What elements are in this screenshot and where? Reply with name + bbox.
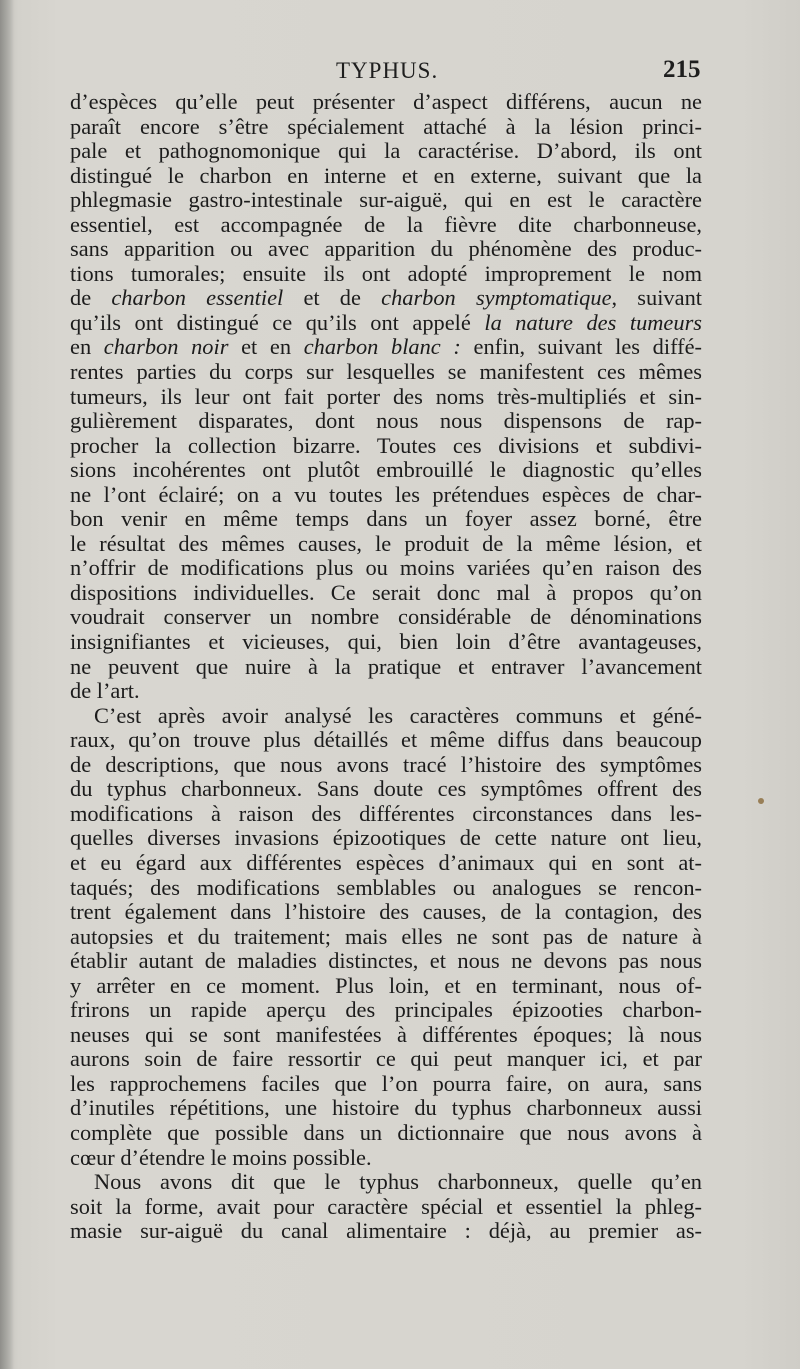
text-line [70, 335, 702, 360]
text-segment: procher la collection bizarre. Toutes ces divisions et subdivi- [70, 432, 702, 458]
text-line [70, 605, 702, 630]
text-segment: n’offrir de modifications plus ou moins variées qu’en raison des [70, 555, 702, 581]
text-line [70, 115, 702, 140]
text-segment: et eu égard aux différentes espèces d’animaux qui en sont at- [70, 849, 702, 875]
text-segment: modifications à raison des différentes circonstances dans les- [70, 800, 702, 826]
text-line [70, 409, 702, 434]
text-segment: Nous avons dit que le typhus charbonneux, quelle qu’en [94, 1169, 702, 1195]
text-line [70, 1096, 702, 1121]
page-number: 215 [663, 56, 701, 83]
text-segment: rentes parties du corps sur lesquelles se manifestent ces mêmes [70, 359, 702, 385]
text-line [70, 974, 702, 999]
text-line [70, 1121, 702, 1146]
text-line [70, 237, 702, 262]
text-line [70, 777, 702, 802]
text-segment: quelles diverses invasions épizootiques de cette nature ont lieu, [70, 825, 702, 851]
text-line [70, 1023, 702, 1048]
text-line [70, 998, 702, 1023]
text-segment: en [70, 334, 104, 360]
text-line [70, 925, 702, 950]
text-line [70, 655, 702, 680]
text-line [70, 458, 702, 483]
text-segment: d’inutiles répétitions, une histoire du typhus charbonneux aussi [70, 1095, 702, 1121]
text-segment: y arrêter en ce moment. Plus loin, et en terminant, nous of- [70, 972, 702, 998]
ink-speck [758, 798, 764, 804]
text-line [70, 949, 702, 974]
text-line [70, 532, 702, 557]
text-segment: les rapprochemens faciles que l’on pourra faire, on aura, sans [70, 1070, 702, 1096]
text-segment: cœur d’étendre le moins possible. [70, 1144, 372, 1170]
text-line [70, 213, 702, 238]
text-segment: distingué le charbon en interne et en externe, suivant que la [70, 162, 702, 188]
text-segment: essentiel, est accompagnée de la fièvre dite charbonneuse, [70, 211, 702, 237]
text-line [70, 556, 702, 581]
text-segment: paraît encore s’être spécialement attaché à la lésion princi- [70, 113, 702, 139]
text-segment: sans apparition ou avec apparition du phénomène des produc- [70, 236, 702, 262]
text-segment: et en [228, 334, 304, 360]
text-segment: le résultat des mêmes causes, le produit de la même lésion, et [70, 530, 702, 556]
text-line [70, 851, 702, 876]
text-line [70, 1195, 702, 1220]
text-line [70, 262, 702, 287]
text-line [70, 581, 702, 606]
italic-term: la nature des tumeurs [484, 309, 702, 335]
text-segment: de [70, 285, 112, 311]
text-line [70, 900, 702, 925]
text-segment: frirons un rapide aperçu des principales épizooties charbon- [70, 997, 702, 1023]
text-line [70, 630, 702, 655]
text-line [70, 704, 702, 729]
italic-term: charbon essentiel [111, 285, 284, 311]
text-line [70, 188, 702, 213]
text-line [70, 483, 702, 508]
italic-term: charbon blanc : [303, 334, 461, 360]
text-segment: phlegmasie gastro-intestinale sur-aiguë, qui en est le caractère [70, 187, 702, 213]
text-segment: trent également dans l’histoire des causes, de la contagion, des [70, 899, 702, 925]
text-segment: voudrait conserver un nombre considérable de dénominations [70, 604, 702, 630]
text-segment: établir autant de maladies distinctes, et nous ne devons pas nous [70, 948, 702, 974]
text-line [70, 90, 702, 115]
text-line [70, 286, 702, 311]
text-segment: pale et pathognomonique qui la caractérise. D’abord, ils ont [70, 138, 702, 164]
text-line [70, 1072, 702, 1097]
text-line [70, 139, 702, 164]
text-line [70, 728, 702, 753]
text-segment: dispositions individuelles. Ce serait donc mal à propos qu’on [70, 579, 702, 605]
text-segment: soit la forme, avait pour caractère spécial et essentiel la phleg- [70, 1193, 702, 1219]
text-segment: et de [283, 285, 382, 311]
text-segment: tumeurs, ils leur ont fait porter des noms très-multipliés et sin- [70, 383, 702, 409]
text-line [70, 679, 702, 704]
text-line [70, 507, 702, 532]
text-segment: aurons soin de faire ressortir ce qui peut manquer ici, et par [70, 1046, 702, 1072]
text-line [70, 434, 702, 459]
text-segment: ne peuvent que nuire à la pratique et entraver l’avancement [70, 653, 702, 679]
text-segment: autopsies et du traitement; mais elles ne sont pas de nature à [70, 923, 702, 949]
text-segment: du typhus charbonneux. Sans doute ces symptômes offrent des [70, 776, 702, 802]
text-line [70, 360, 702, 385]
text-segment: C’est après avoir analysé les caractères communs et géné- [94, 702, 702, 728]
text-segment: de l’art. [70, 678, 140, 704]
text-line [70, 1219, 702, 1244]
text-segment: complète que possible dans un dictionnaire que nous avons à [70, 1119, 702, 1145]
running-title: TYPHUS. [336, 58, 439, 83]
text-line [70, 753, 702, 778]
text-segment: taqués; des modifications semblables ou analogues se rencon- [70, 874, 702, 900]
text-segment: d’espèces qu’elle peut présenter d’aspect différens, aucun ne [70, 89, 702, 114]
text-line [70, 826, 702, 851]
text-segment: de descriptions, que nous avons tracé l’histoire des symptômes [70, 751, 702, 777]
text-segment: insignifiantes et vicieuses, qui, bien loin d’être avantageuses, [70, 629, 702, 655]
text-segment: qu’ils ont distingué ce qu’ils ont appelé [70, 309, 485, 335]
text-line [70, 311, 702, 336]
text-segment: enfin, suivant les diffé- [460, 334, 702, 360]
text-segment: gulièrement disparates, dont nous nous dispensons de rap- [70, 408, 702, 434]
text-line [70, 802, 702, 827]
text-line [70, 1047, 702, 1072]
text-segment: ne l’ont éclairé; on a vu toutes les prétendues espèces de char- [70, 481, 702, 507]
text-segment: sions incohérentes ont plutôt embrouillé le diagnostic qu’elles [70, 457, 702, 483]
text-line [70, 876, 702, 901]
text-segment: masie sur-aiguë du canal alimentaire : déjà, au premier as- [70, 1218, 702, 1244]
text-segment: , suivant [611, 285, 702, 311]
text-line [70, 1146, 702, 1171]
text-segment: neuses qui se sont manifestées à différentes époques; là nous [70, 1021, 702, 1047]
text-segment: tions tumorales; ensuite ils ont adopté improprement le nom [70, 260, 702, 286]
text-segment: bon venir en même temps dans un foyer assez borné, être [70, 506, 702, 532]
text-line [70, 1170, 702, 1195]
text-line [70, 164, 702, 189]
italic-term: charbon symptomatique [381, 285, 612, 311]
body-text [70, 90, 702, 1244]
page-header [0, 56, 800, 90]
text-segment: raux, qu’on trouve plus détaillés et même diffus dans beaucoup [70, 727, 702, 753]
page-gutter-shadow [0, 0, 14, 1369]
italic-term: charbon noir [103, 334, 229, 360]
text-line [70, 385, 702, 410]
